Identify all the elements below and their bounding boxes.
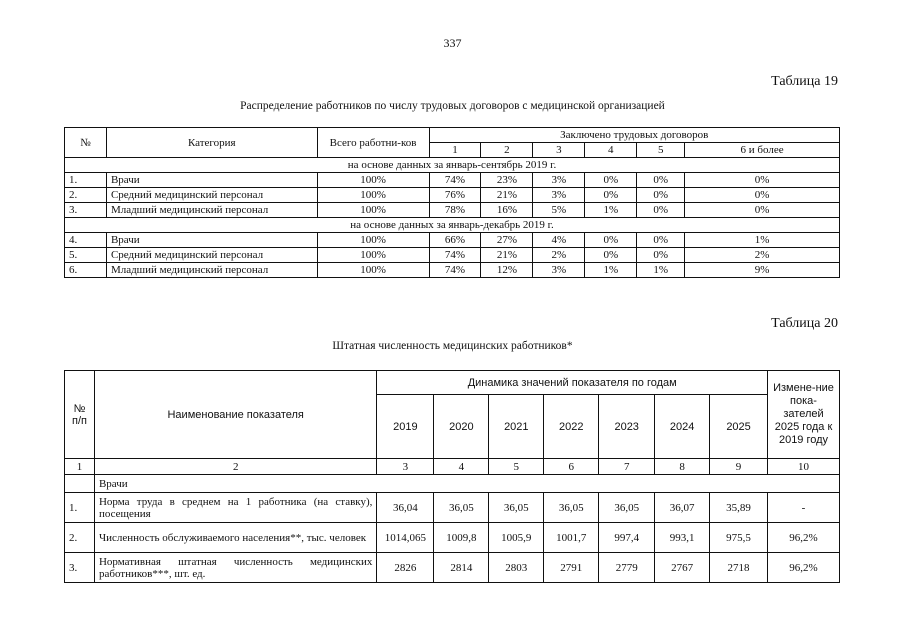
cell: 2767 <box>655 553 710 583</box>
cell: 0% <box>585 248 637 263</box>
header-num: № <box>65 128 107 158</box>
cell: 1005,9 <box>489 523 544 553</box>
cell: 2803 <box>489 553 544 583</box>
cell: 0% <box>585 233 637 248</box>
row-num: 1. <box>65 493 95 523</box>
row-total: 100% <box>317 263 429 278</box>
row-name: Нормативная штатная численность медицинских работников***, шт. ед. <box>94 553 376 583</box>
cell: 0% <box>685 173 840 188</box>
row-total: 100% <box>317 233 429 248</box>
header-total: Всего работни-ков <box>317 128 429 158</box>
cell: 4% <box>533 233 585 248</box>
cell: 35,89 <box>710 493 768 523</box>
cell: 1009,8 <box>434 523 489 553</box>
cell: 1001,7 <box>544 523 599 553</box>
cell: 1% <box>685 233 840 248</box>
year-2024: 2024 <box>655 395 710 459</box>
row-num: 6. <box>65 263 107 278</box>
cell: 36,07 <box>655 493 710 523</box>
col-number: 9 <box>710 459 768 475</box>
row-num: 2. <box>65 523 95 553</box>
table-row <box>65 203 840 218</box>
row-total: 100% <box>317 173 429 188</box>
header-col-3: 3 <box>533 143 585 158</box>
change-cell: 96,2% <box>768 523 840 553</box>
cell: 2718 <box>710 553 768 583</box>
row-name: Врачи <box>106 233 317 248</box>
header-col-4: 4 <box>585 143 637 158</box>
cell: 1% <box>585 203 637 218</box>
cell: 1% <box>637 263 685 278</box>
col-number: 7 <box>599 459 655 475</box>
cell: 74% <box>429 173 481 188</box>
col-number: 4 <box>434 459 489 475</box>
row-name: Численность обслуживаемого населения**, тыс. человек <box>94 523 376 553</box>
row-total: 100% <box>317 248 429 263</box>
table-row <box>65 233 840 248</box>
table-row <box>65 493 840 523</box>
cell: 36,04 <box>377 493 434 523</box>
cell: 2791 <box>544 553 599 583</box>
table-row <box>65 248 840 263</box>
col-number: 10 <box>768 459 840 475</box>
cell: 1% <box>585 263 637 278</box>
year-2025: 2025 <box>710 395 768 459</box>
row-name: Младший медицинский персонал <box>106 263 317 278</box>
cell: 21% <box>481 248 533 263</box>
year-2019: 2019 <box>377 395 434 459</box>
cell: 3% <box>533 263 585 278</box>
cell: 0% <box>685 188 840 203</box>
cell: 1014,065 <box>377 523 434 553</box>
header-contracts: Заключено трудовых договоров <box>429 128 840 143</box>
cell: 997,4 <box>599 523 655 553</box>
row-name: Средний медицинский персонал <box>106 248 317 263</box>
cell: 0% <box>637 188 685 203</box>
page-number: 337 <box>443 36 462 50</box>
cell: 74% <box>429 263 481 278</box>
header-category: Категория <box>106 128 317 158</box>
row-num: 5. <box>65 248 107 263</box>
row-num: 1. <box>65 173 107 188</box>
cell: 5% <box>533 203 585 218</box>
cell: 0% <box>637 203 685 218</box>
column-numbers-row <box>65 459 840 475</box>
row-num: 3. <box>65 553 95 583</box>
header-change: Измене-ние пока-зателей 2025 года к 2019 году <box>768 371 840 459</box>
cell: 12% <box>481 263 533 278</box>
cell: 2814 <box>434 553 489 583</box>
cell: 76% <box>429 188 481 203</box>
cell: 993,1 <box>655 523 710 553</box>
table-20-title: Штатная численность медицинских работников* <box>332 340 573 352</box>
cell: 36,05 <box>599 493 655 523</box>
cell: 27% <box>481 233 533 248</box>
row-num: 2. <box>65 188 107 203</box>
header-dynamics: Динамика значений показателя по годам <box>377 371 768 395</box>
row-name: Средний медицинский персонал <box>106 188 317 203</box>
year-2022: 2022 <box>544 395 599 459</box>
header-name: Наименование показателя <box>94 371 376 459</box>
cell: 23% <box>481 173 533 188</box>
col-number: 1 <box>65 459 95 475</box>
cell: 0% <box>685 203 840 218</box>
col-number: 3 <box>377 459 434 475</box>
table-20-label: Таблица 20 <box>771 316 838 331</box>
cell: 2826 <box>377 553 434 583</box>
table-19-label: Таблица 19 <box>771 74 838 89</box>
change-cell: - <box>768 493 840 523</box>
table-19-title: Распределение работников по числу трудовых договоров с медицинской организацией <box>240 100 665 112</box>
col-number: 8 <box>655 459 710 475</box>
cell: 2779 <box>599 553 655 583</box>
cell: 0% <box>637 233 685 248</box>
section-title: на основе данных за январь-сентябрь 2019 г. <box>65 158 840 173</box>
cell: 975,5 <box>710 523 768 553</box>
cell: 78% <box>429 203 481 218</box>
col-number: 2 <box>94 459 376 475</box>
table-row <box>65 263 840 278</box>
cell: 21% <box>481 188 533 203</box>
table-row <box>65 173 840 188</box>
change-cell: 96,2% <box>768 553 840 583</box>
section-title: на основе данных за январь-декабрь 2019 г. <box>65 218 840 233</box>
cell: 16% <box>481 203 533 218</box>
year-2020: 2020 <box>434 395 489 459</box>
header-num: № п/п <box>65 371 95 459</box>
year-2023: 2023 <box>599 395 655 459</box>
col-number: 6 <box>544 459 599 475</box>
header-col-5: 5 <box>637 143 685 158</box>
row-name: Врачи <box>106 173 317 188</box>
row-total: 100% <box>317 203 429 218</box>
cell: 74% <box>429 248 481 263</box>
col-number: 5 <box>489 459 544 475</box>
table-19 <box>64 127 840 278</box>
group-label: Врачи <box>94 475 839 493</box>
row-num: 3. <box>65 203 107 218</box>
table-row <box>65 523 840 553</box>
cell: 2% <box>685 248 840 263</box>
cell: 3% <box>533 173 585 188</box>
row-name: Младший медицинский персонал <box>106 203 317 218</box>
header-col-2: 2 <box>481 143 533 158</box>
cell: 0% <box>637 173 685 188</box>
cell: 0% <box>585 188 637 203</box>
cell: 66% <box>429 233 481 248</box>
table-20 <box>64 370 840 583</box>
row-total: 100% <box>317 188 429 203</box>
cell: 2% <box>533 248 585 263</box>
cell: 0% <box>637 248 685 263</box>
cell: 36,05 <box>544 493 599 523</box>
cell: 3% <box>533 188 585 203</box>
row-name: Норма труда в среднем на 1 работника (на ставку), посещения <box>94 493 376 523</box>
cell: 36,05 <box>489 493 544 523</box>
header-col-1: 1 <box>429 143 481 158</box>
table-row <box>65 553 840 583</box>
table-row <box>65 188 840 203</box>
year-2021: 2021 <box>489 395 544 459</box>
empty-cell <box>65 475 95 493</box>
cell: 0% <box>585 173 637 188</box>
header-col-6: 6 и более <box>685 143 840 158</box>
cell: 36,05 <box>434 493 489 523</box>
cell: 9% <box>685 263 840 278</box>
row-num: 4. <box>65 233 107 248</box>
